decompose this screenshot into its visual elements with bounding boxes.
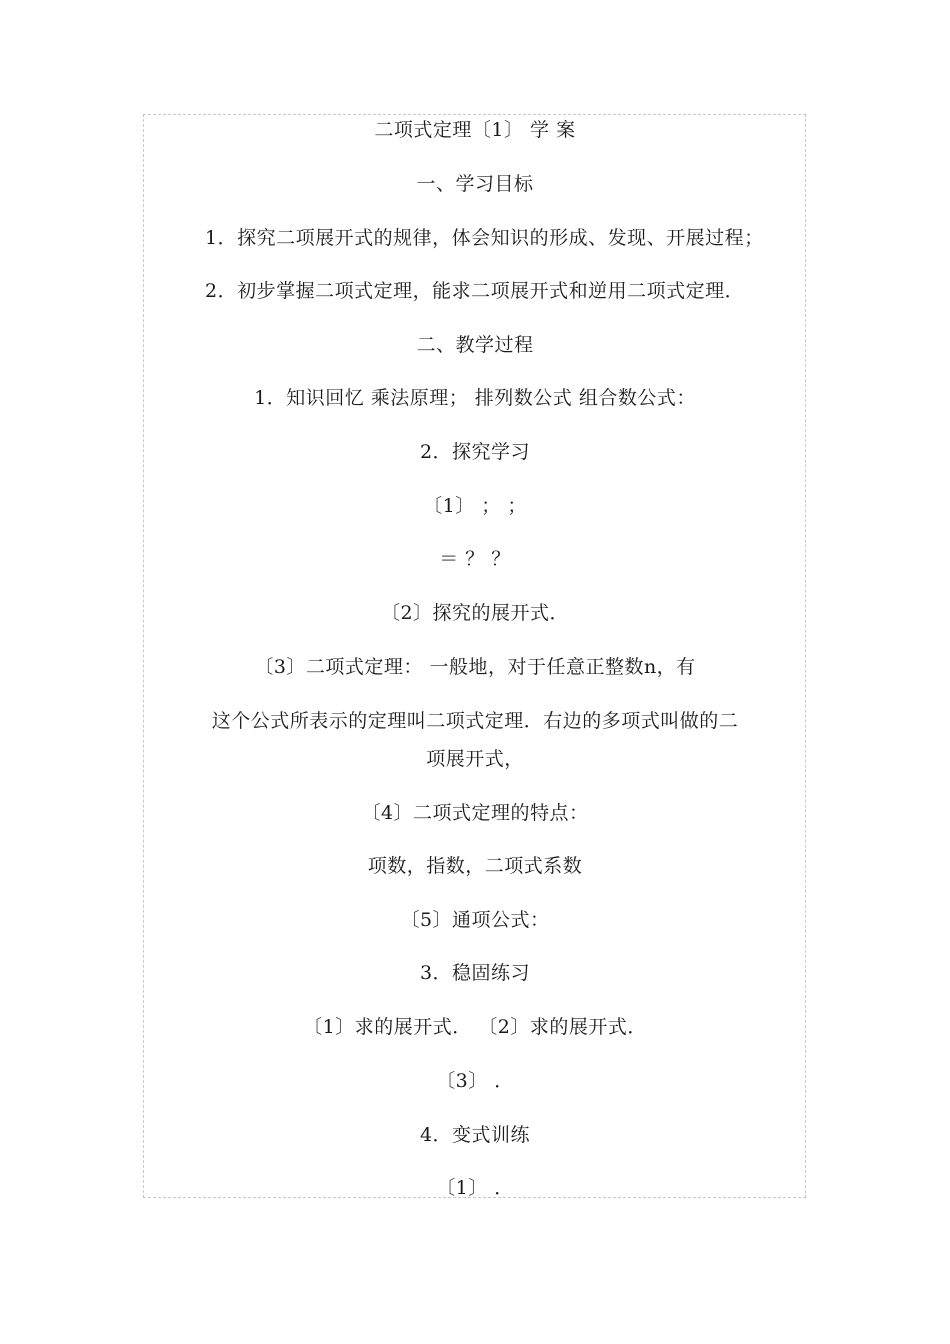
question-4-detail: 项数，指数，二项式系数 [367,855,583,877]
step-practice: 3．稳固练习 [419,962,531,984]
question-3: 〔3〕二项式定理： 一般地，对于任意正整数n，有 [254,656,696,678]
variation-1: 〔1〕 ． [436,1177,514,1199]
step-variation: 4．变式训练 [419,1124,531,1146]
step-explore: 2．探究学习 [419,441,531,463]
doc-title: 二项式定理〔1〕 学 案 [374,119,576,141]
question-5: 〔5〕通项公式： [400,909,550,931]
question-1: 〔1〕 ； ； [423,495,527,517]
question-1b: ＝ ？ ？ [439,548,511,570]
goal-2: 2．初步掌握二项式定理，能求二项展开式和逆用二项式定理． [205,280,745,302]
goal-1: 1．探究二项展开式的规律，体会知识的形成、发现、开展过程； [205,227,764,249]
exercise-3: 〔3〕 ． [436,1070,514,1092]
exercise-1-2: 〔1〕求的展开式． 〔2〕求的展开式． [303,1016,647,1038]
question-3-desc-line1: 这个公式所表示的定理叫二项式定理．右边的多项式叫做的二 [211,710,739,732]
question-3-desc-line2: 项展开式， [426,748,524,770]
section-heading-process: 二、教学过程 [416,334,534,356]
step-review: 1．知识回忆 乘法原理； 排列数公式 组合数公式： [254,387,696,409]
question-4: 〔4〕二项式定理的特点： [361,802,589,824]
question-2: 〔2〕探究的展开式． [380,602,570,624]
section-heading-goals: 一、学习目标 [416,173,534,195]
